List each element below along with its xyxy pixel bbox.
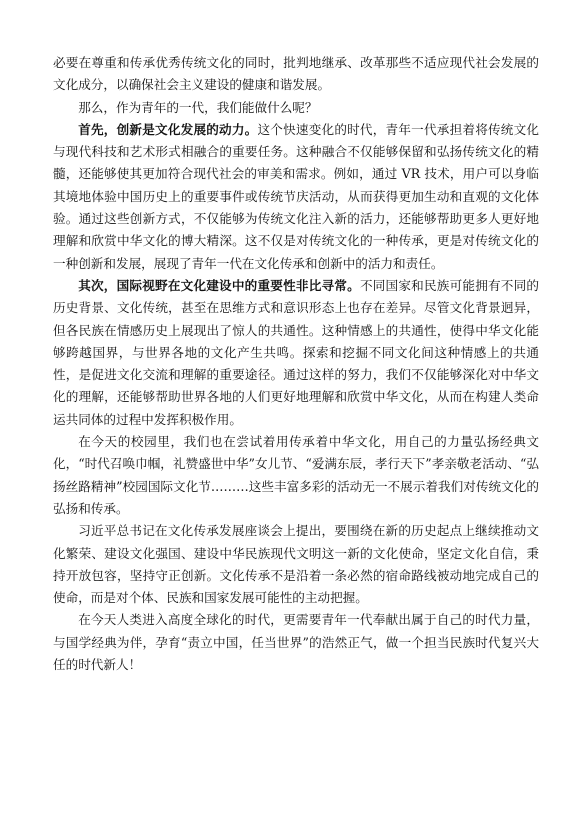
paragraph-text: 必要在尊重和传承优秀传统文化的同时，批判地继承、改革那些不适应现代社会发展的文化成分，以确保社会主义建设的健康和谐发展。	[53, 55, 539, 93]
paragraph-campus	[53, 431, 539, 520]
paragraph-speech	[53, 520, 539, 609]
paragraph-conclusion	[53, 609, 539, 676]
paragraph-lead: 首先，创新是文化发展的动力。	[78, 121, 258, 137]
paragraph-continuation	[53, 52, 539, 97]
paragraph-innovation	[53, 119, 539, 275]
paragraph-lead: 其次，国际视野在文化建设中的重要性非比寻常。	[78, 277, 360, 293]
document-page	[53, 52, 539, 676]
paragraph-international	[53, 275, 539, 431]
paragraph-text: 不同国家和民族可能拥有不同的历史背景、文化传统，甚至在思维方式和意识形态上也存在差异。尽管文化背景迥异，但各民族在情感历史上展现出了惊人的共通性。这种情感上的共通性，使得中华文化能够跨越国界，与世界各地的文化产生共鸣。探索和挖掘不同文化间这种情感上的共通性，是促进文化交流和理解的重要途径。通过这样的努力，我们不仅能够深化对中华文化的理解，还能够帮助世界各地的人们更好地理解和欣赏中华文化，从而在构建人类命运共同体的过程中发挥积极作用。	[53, 277, 540, 427]
paragraph-text: 这个快速变化的时代，青年一代承担着将传统文化与现代科技和艺术形式相融合的重要任务。这种融合不仅能够保留和弘扬传统文化的精髓，还能够使其更加符合现代社会的审美和需求。例如，通过 VR 技术，用户可以身临其境地体验中国历史上的重要事件或传统节庆活动，从而获得更加生动和直观的文化体验。通过这些创新方式，不仅能够为传统文化注入新的活力，还能够帮助更多人更好地理解和欣赏中华文化的博大精深。这不仅是对传统文化的一种传承，更是对传统文化的一种创新和发展，展现了青年一代在文化传承和创新中的活力和责任。	[53, 121, 540, 271]
paragraph-text: 在今天的校园里，我们也在尝试着用传承着中华文化，用自己的力量弘扬经典文化，“时代召唤巾帼，礼赞盛世中华”女儿节、“爱满东辰，孝行天下”孝亲敬老活动、“弘扬丝路精神”校园国际文化节………这些丰富多彩的活动无一不展示着我们对传统文化的弘扬和传承。	[53, 434, 539, 516]
paragraph-text: 习近平总书记在文化传承发展座谈会上提出，要围绕在新的历史起点上继续推动文化繁荣、建设文化强国、建设中华民族现代文明这一新的文化使命，坚定文化自信，秉持开放包容，坚持守正创新。文化传承不是沿着一条必然的宿命路线被动地完成自己的使命，而是对个体、民族和国家发展可能性的主动把握。	[53, 523, 539, 606]
paragraph-text: 在今天人类进入高度全球化的时代，更需要青年一代奉献出属于自己的时代力量，与国学经典为伴，孕育“责立中国，任当世界”的浩然正气，做一个担当民族时代复兴大任的时代新人！	[53, 612, 539, 673]
paragraph-text: 那么，作为青年的一代，我们能做什么呢？	[78, 99, 318, 115]
paragraph-question	[53, 97, 539, 119]
